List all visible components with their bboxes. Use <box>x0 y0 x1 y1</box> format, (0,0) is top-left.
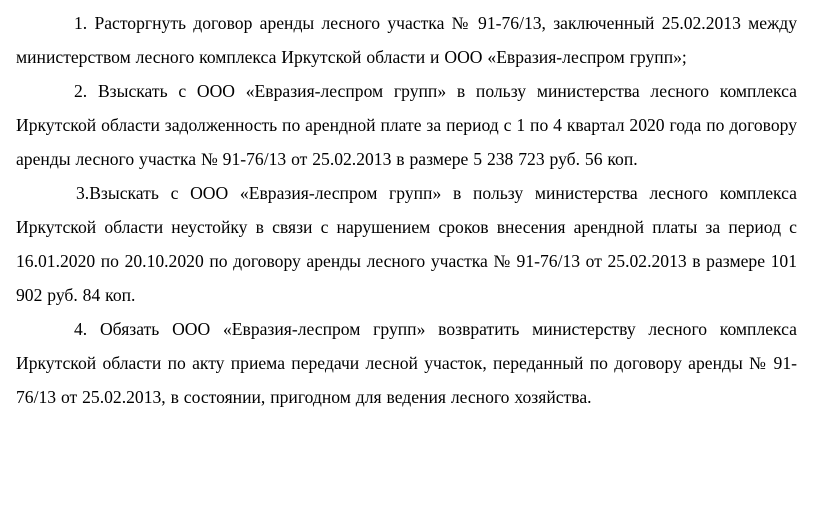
paragraph-recover-debt: 2. Взыскать с ООО «Евразия-леспром групп» в пользу министерства лесного комплекса Иркутской области задолженность по арендной плате за период с 1 по 4 квартал 2020 года по договору аренды лесного участка № 91-76/13 от 25.02.2013 в размере 5 238 723 руб. 56 коп. <box>16 81 797 169</box>
paragraph-recover-penalty: 3.Взыскать с ООО «Евразия-леспром групп» в пользу министерства лесного комплекса Иркутской области неустойку в связи с нарушением сроков внесения арендной платы за период с 16.01.2020 по 20.10.2020 по договору аренды лесного участка № 91-76/13 от 25.02.2013 в размере 101 902 руб. 84 коп. <box>16 183 797 305</box>
paragraph-return-plot: 4. Обязать ООО «Евразия-леспром групп» возвратить министерству лесного комплекса Иркутской области по акту приема передачи лесной участок, переданный по договору аренды № 91-76/13 от 25.02.2013, в состоянии, пригодном для ведения лесного хозяйства. <box>16 319 797 407</box>
document-page <box>16 6 797 414</box>
paragraph-terminate-lease: 1. Расторгнуть договор аренды лесного участка № 91-76/13, заключенный 25.02.2013 между министерством лесного комплекса Иркутской области и ООО «Евразия-леспром групп»; <box>16 13 797 67</box>
